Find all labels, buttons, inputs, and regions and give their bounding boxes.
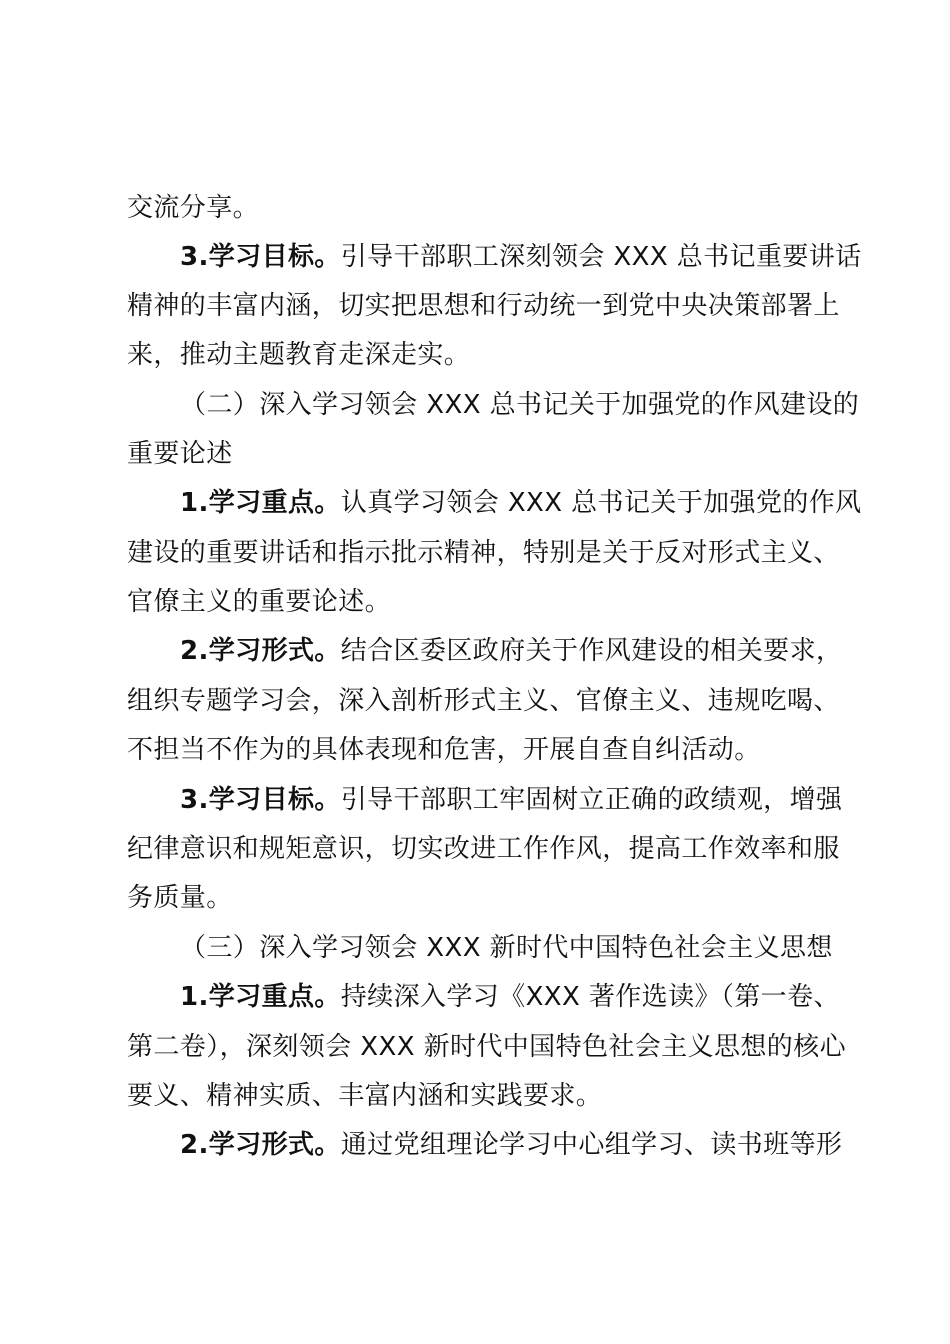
paragraph-line: 第二卷），深刻领会 XXX 新时代中国特色社会主义思想的核心 bbox=[127, 1032, 846, 1062]
item-label: 2.学习形式。 bbox=[180, 636, 341, 666]
item-label: 2.学习形式。 bbox=[180, 1130, 341, 1160]
paragraph-line: 1.学习重点。持续深入学习《XXX 著作选读》（第一卷、 bbox=[180, 982, 840, 1012]
paragraph-line: 务质量。 bbox=[127, 883, 233, 913]
paragraph-line: 交流分享。 bbox=[127, 193, 260, 223]
paragraph-line: 建设的重要讲话和指示批示精神，特别是关于反对形式主义、 bbox=[127, 538, 840, 568]
paragraph-line: 纪律意识和规矩意识，切实改进工作作风，提高工作效率和服 bbox=[127, 834, 840, 864]
paragraph-line: 官僚主义的重要论述。 bbox=[127, 587, 392, 617]
item-label: 1.学习重点。 bbox=[180, 982, 341, 1012]
item-label: 3.学习目标。 bbox=[180, 242, 341, 272]
item-label: 3.学习目标。 bbox=[180, 785, 341, 815]
section-heading: （二）深入学习领会 XXX 总书记关于加强党的作风建设的 bbox=[180, 390, 860, 420]
paragraph-line: 3.学习目标。引导干部职工牢固树立正确的政绩观，增强 bbox=[180, 785, 843, 815]
section-heading: （三）深入学习领会 XXX 新时代中国特色社会主义思想 bbox=[180, 933, 833, 963]
paragraph-line: 不担当不作为的具体表现和危害，开展自查自纠活动。 bbox=[127, 735, 761, 765]
paragraph-line: 2.学习形式。通过党组理论学习中心组学习、读书班等形 bbox=[180, 1130, 843, 1160]
paragraph-line: 3.学习目标。引导干部职工深刻领会 XXX 总书记重要讲话 bbox=[180, 242, 862, 272]
section-heading: 重要论述 bbox=[127, 439, 233, 469]
item-label: 1.学习重点。 bbox=[180, 488, 341, 518]
paragraph-line: 要义、精神实质、丰富内涵和实践要求。 bbox=[127, 1081, 603, 1111]
paragraph-line: 来，推动主题教育走深走实。 bbox=[127, 340, 471, 370]
paragraph-line: 2.学习形式。结合区委区政府关于作风建设的相关要求， bbox=[180, 636, 843, 666]
paragraph-line: 1.学习重点。认真学习领会 XXX 总书记关于加强党的作风 bbox=[180, 488, 862, 518]
paragraph-line: 精神的丰富内涵，切实把思想和行动统一到党中央决策部署上 bbox=[127, 291, 840, 321]
paragraph-line: 组织专题学习会，深入剖析形式主义、官僚主义、违规吃喝、 bbox=[127, 686, 840, 716]
